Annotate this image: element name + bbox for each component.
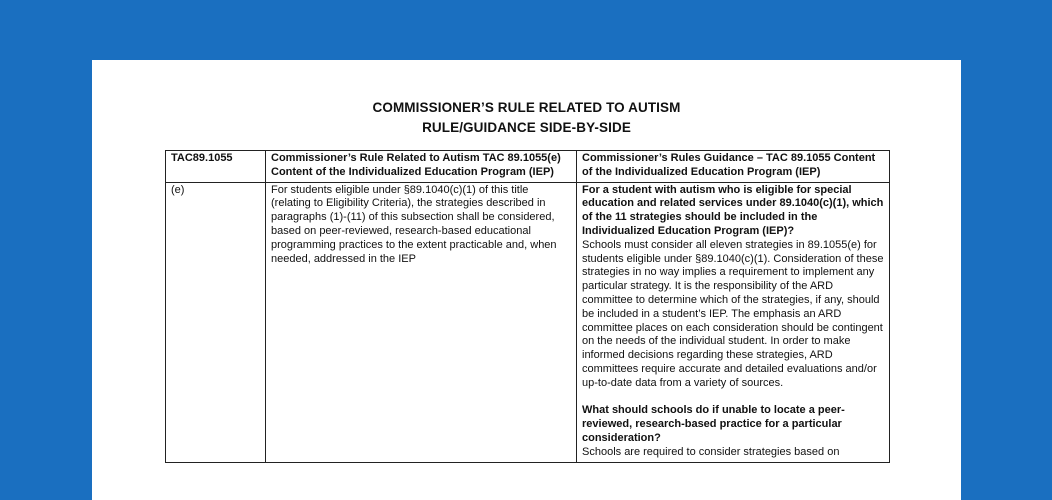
header-cell-rule: Commissioner’s Rule Related to Autism TAC 89.1055(e) Content of the Individualized Education Program (IEP) [266,151,577,183]
table-header-row [166,151,890,183]
side-by-side-table [165,150,890,463]
document-subtitle: RULE/GUIDANCE SIDE-BY-SIDE [422,120,631,135]
guidance-answer-1: Schools must consider all eleven strategies in 89.1055(e) for students eligible under §89.1040(c)(1). Consideration of these strategies in no way implies a requirement to implement any particular strategy. It is the responsibility of the ARD committee to determine which of the strategies, if any, should be included in a student’s IEP. The emphasis an ARD committee places on each consideration should be contingent on the needs of the individual student. In order to make informed decisions regarding these strategies, ARD committees require accurate and detailed evaluations and/or up-to-date data from a variety of sources. [582,238,884,389]
header-cell-section: TAC89.1055 [166,151,266,183]
header-cell-guidance: Commissioner’s Rules Guidance – TAC 89.1055 Content of the Individualized Education Program (IEP) [577,151,890,183]
guidance-question-2: What should schools do if unable to locate a peer-reviewed, research-based practice for a particular consideration? [582,404,845,444]
table-row [166,182,890,462]
guidance-question-1: For a student with autism who is eligible for special education and related services under 89.1040(c)(1), which of the 11 strategies should be included in the Individualized Education Program (IEP)? [582,183,884,237]
document-title: COMMISSIONER’S RULE RELATED TO AUTISM [372,100,681,115]
document-page [92,60,961,500]
section-cell: (e) [166,182,266,462]
rule-cell: For students eligible under §89.1040(c)(1) of this title (relating to Eligibility Criteria), the strategies described in paragraphs (1)-(11) of this subsection shall be considered, based on peer-reviewed, research-based educational programming practices to the extent practicable and, when needed, addressed in the IEP [266,182,577,462]
guidance-cell [577,182,890,462]
paragraph-spacer [582,391,884,405]
guidance-answer-2: Schools are required to consider strategies based on [582,445,840,458]
